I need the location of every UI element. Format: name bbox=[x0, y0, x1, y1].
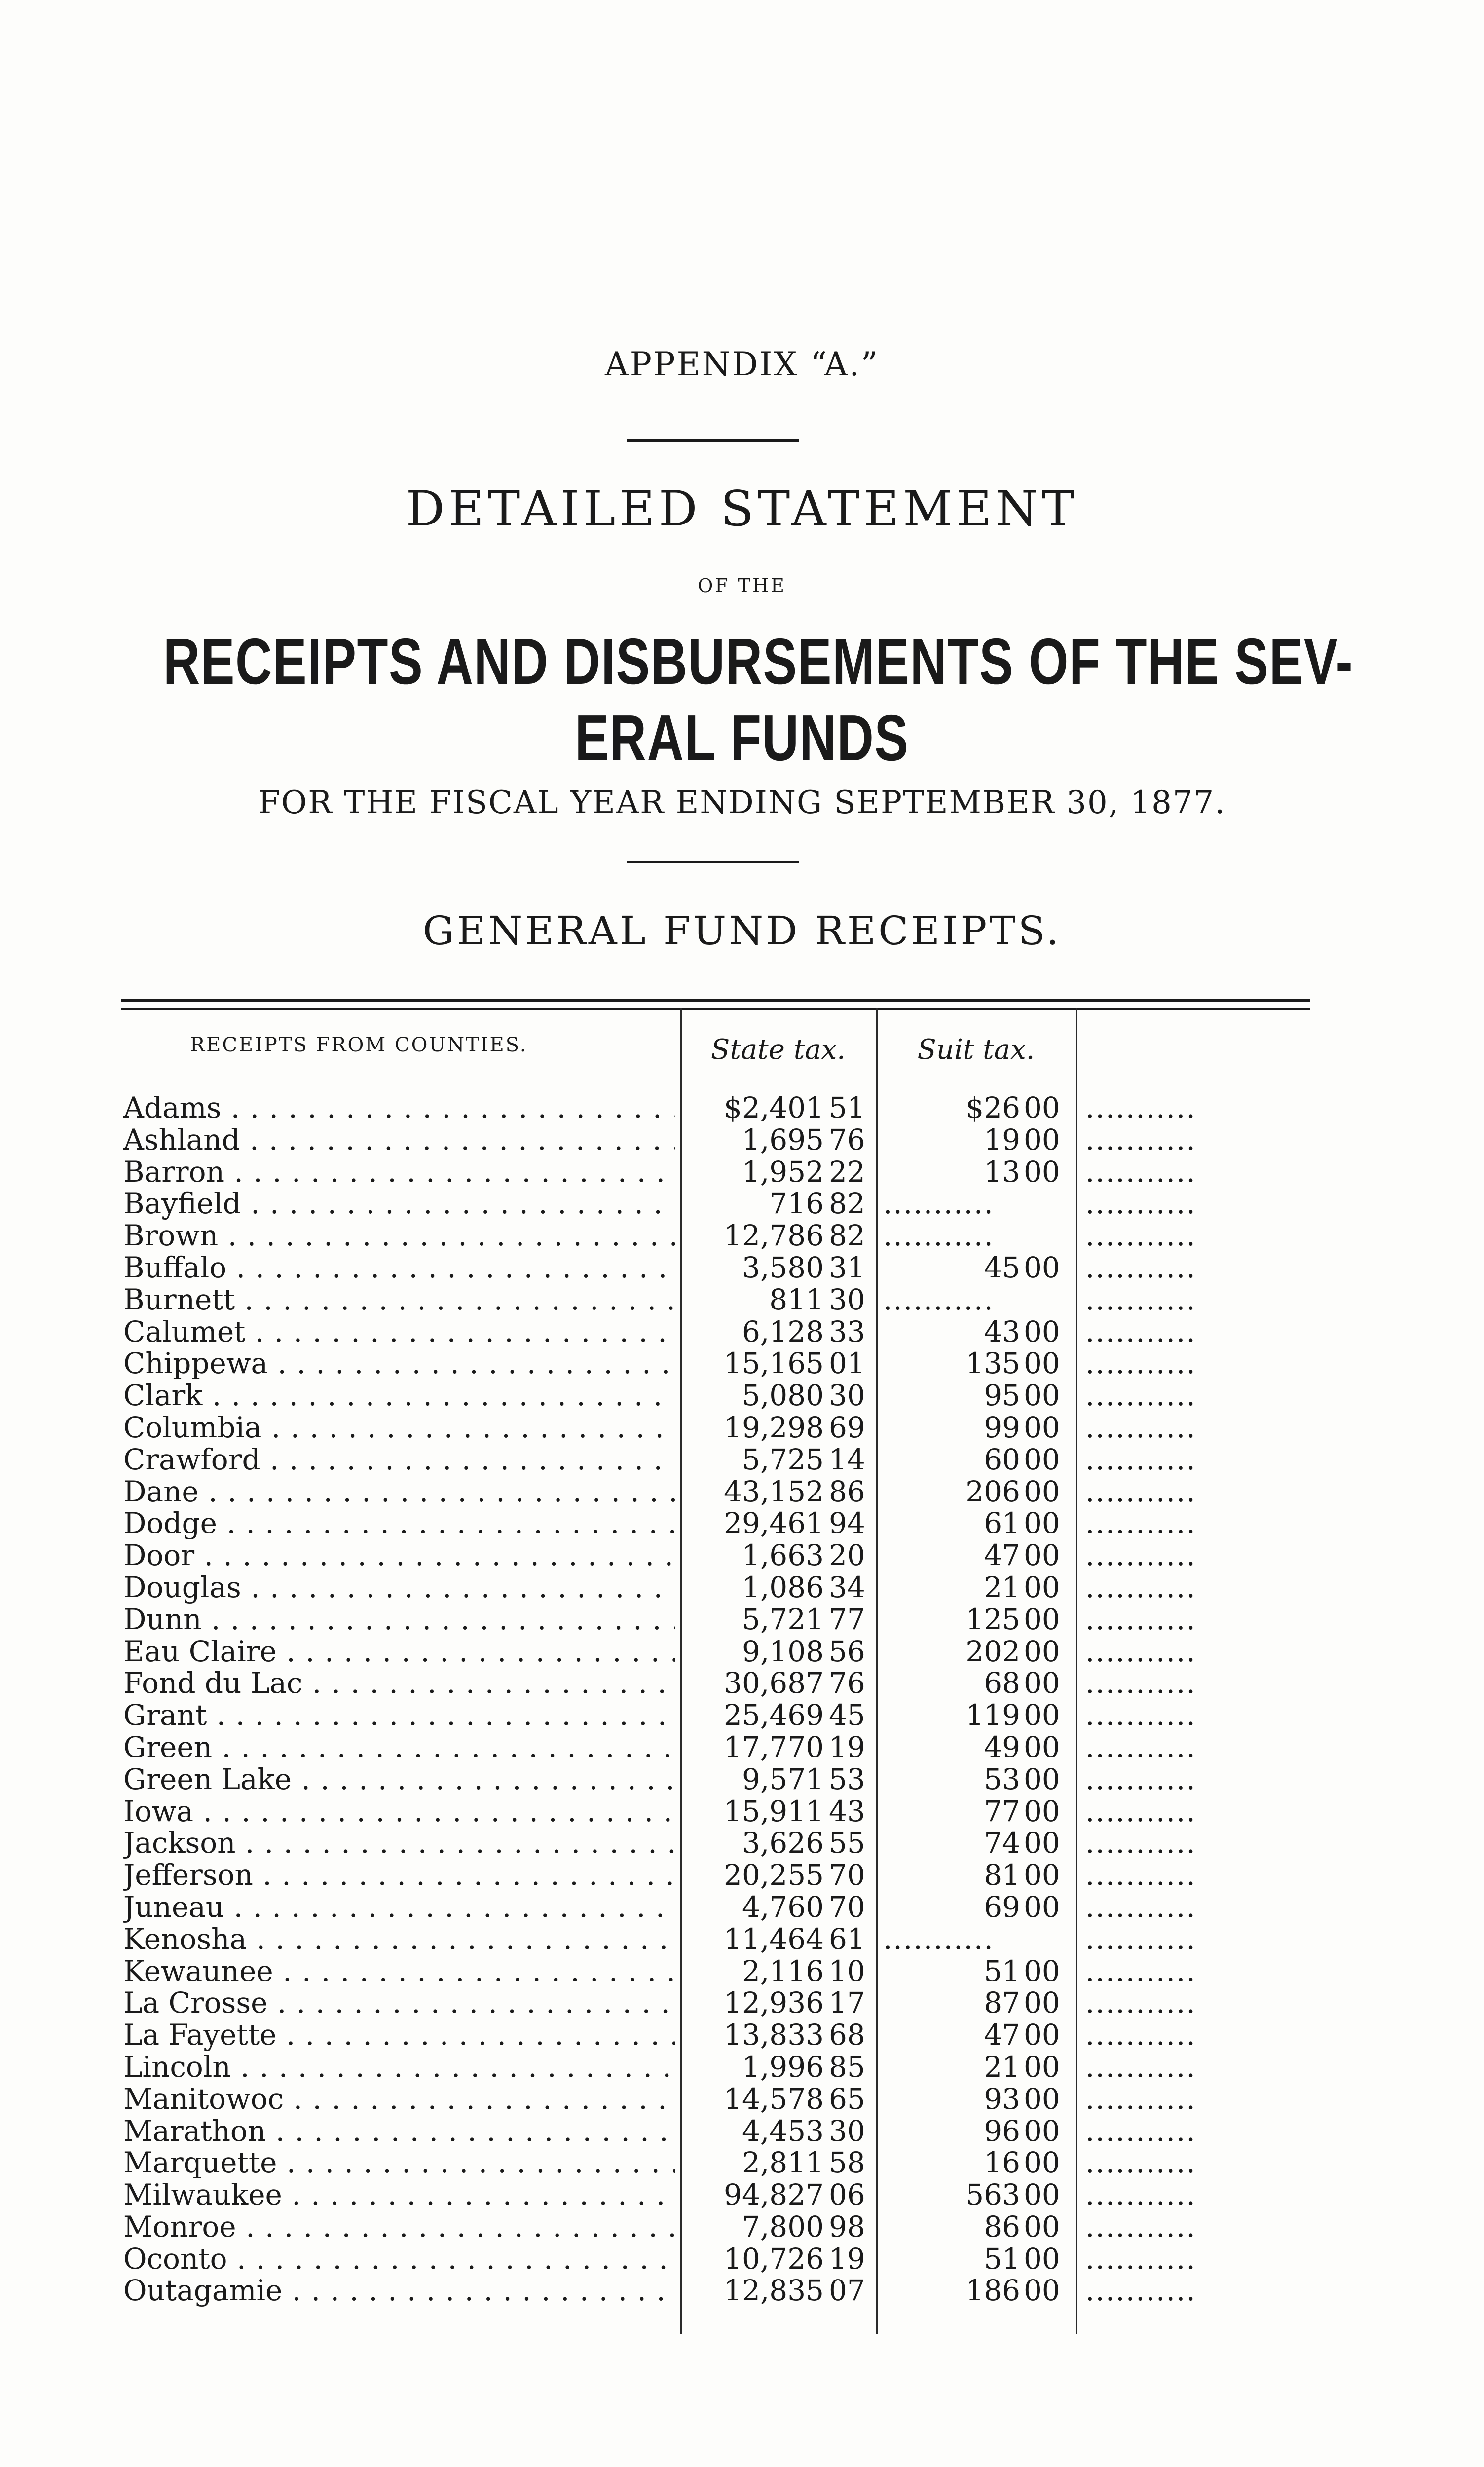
empty-column-dots: ........... bbox=[1085, 1667, 1196, 1700]
empty-column-dots: ........... bbox=[1085, 2243, 1196, 2275]
state-tax-cents: 01 bbox=[829, 1346, 865, 1381]
state-tax-cents: 20 bbox=[829, 1538, 865, 1572]
county-name: Juneau . . . bbox=[123, 1891, 675, 1923]
column-header-state-tax: State tax. bbox=[711, 1034, 846, 1066]
county-name: Iowa . . . bbox=[123, 1795, 675, 1828]
table-row bbox=[0, 1923, 1484, 1955]
county-name: Kewaunee . . . bbox=[123, 1955, 675, 1987]
empty-column-dots: ........... bbox=[1085, 1380, 1196, 1412]
empty-column-dots: ........... bbox=[1085, 2051, 1196, 2083]
suit-tax-cents: 00 bbox=[1024, 1379, 1060, 1413]
state-tax-dollars: 11,464 bbox=[724, 1922, 824, 1956]
suit-tax-cents: 00 bbox=[1024, 1794, 1060, 1828]
empty-column-dots: ........... bbox=[1085, 2210, 1196, 2243]
state-tax-dollars: 15,165 bbox=[724, 1346, 824, 1381]
table-row bbox=[0, 1891, 1484, 1923]
state-tax-dollars: 1,663 bbox=[742, 1538, 824, 1572]
empty-column-dots: ........... bbox=[1085, 1795, 1196, 1828]
column-header-suit-tax: Suit tax. bbox=[917, 1034, 1035, 1066]
state-tax-dollars: 12,786 bbox=[724, 1219, 824, 1253]
suit-tax-cents: 00 bbox=[1024, 2050, 1060, 2084]
state-tax-cents: 51 bbox=[829, 1091, 865, 1124]
table-row bbox=[0, 1859, 1484, 1891]
state-tax-cents: 69 bbox=[829, 1410, 865, 1444]
empty-column-dots: ........... bbox=[1085, 1827, 1196, 1860]
state-tax-cents: 45 bbox=[829, 1698, 865, 1732]
empty-column-dots: ........... bbox=[1085, 1603, 1196, 1636]
table-row bbox=[0, 1220, 1484, 1252]
suit-tax-cents: 00 bbox=[1024, 1954, 1060, 1988]
suit-tax-dollars: 68 bbox=[984, 1666, 1020, 1700]
state-tax-dollars: 3,626 bbox=[742, 1826, 824, 1860]
state-tax-dollars: 4,453 bbox=[742, 2114, 824, 2148]
table-row bbox=[0, 1571, 1484, 1604]
empty-column-dots: ........... bbox=[1085, 1347, 1196, 1380]
suit-tax-cents: 00 bbox=[1024, 1474, 1060, 1508]
document-subtitle-line-2: ERAL FUNDS bbox=[575, 702, 909, 774]
state-tax-dollars: 12,835 bbox=[724, 2274, 824, 2308]
empty-column-dots: ........... bbox=[1085, 2179, 1196, 2211]
suit-tax-dollars: 96 bbox=[984, 2114, 1020, 2148]
suit-tax-cents: 00 bbox=[1024, 1250, 1060, 1284]
document-title: DETAILED STATEMENT bbox=[406, 481, 1078, 537]
state-tax-dollars: 5,080 bbox=[742, 1379, 824, 1413]
table-row bbox=[0, 1539, 1484, 1571]
state-tax-dollars: 7,800 bbox=[742, 2209, 824, 2243]
table-row bbox=[0, 1124, 1484, 1156]
suit-tax-cents: 00 bbox=[1024, 1762, 1060, 1796]
empty-column-dots: ........... bbox=[1085, 1123, 1196, 1156]
suit-tax-dollars: 563 bbox=[965, 2178, 1020, 2212]
state-tax-dollars: 43,152 bbox=[724, 1474, 824, 1508]
empty-column-dots: ........... bbox=[1085, 1251, 1196, 1284]
county-name: Green Lake . . . bbox=[123, 1763, 675, 1795]
county-name: Kenosha . . . bbox=[123, 1923, 675, 1955]
table-row bbox=[0, 2147, 1484, 2179]
county-name: Oconto . . . bbox=[123, 2243, 675, 2275]
table-row bbox=[0, 1667, 1484, 1699]
empty-column-dots: ........... bbox=[1085, 1283, 1196, 1316]
empty-column-dots: ........... bbox=[1085, 1411, 1196, 1444]
suit-tax-dollars: 49 bbox=[984, 1730, 1020, 1764]
appendix-heading: APPENDIX “A.” bbox=[605, 345, 879, 383]
state-tax-dollars: 5,721 bbox=[742, 1602, 824, 1636]
suit-tax-dollars: 87 bbox=[984, 1986, 1020, 2020]
county-name: Manitowoc . . . bbox=[123, 2083, 675, 2115]
county-name: Marquette . . . bbox=[123, 2147, 675, 2179]
state-tax-dollars: 1,695 bbox=[742, 1122, 824, 1157]
suit-tax-cents: 00 bbox=[1024, 2242, 1060, 2276]
suit-tax-cents: 00 bbox=[1024, 1602, 1060, 1636]
state-tax-cents: 61 bbox=[829, 1922, 865, 1956]
empty-column-dots: ........... bbox=[1085, 1987, 1196, 2019]
suit-tax-cents: 00 bbox=[1024, 1442, 1060, 1476]
table-row bbox=[0, 2211, 1484, 2243]
county-name: Buffalo . . . bbox=[123, 1252, 675, 1284]
county-name: Chippewa . . . bbox=[123, 1347, 675, 1380]
empty-column-dots: ........... bbox=[1085, 2147, 1196, 2179]
state-tax-cents: 70 bbox=[829, 1858, 865, 1892]
state-tax-cents: 76 bbox=[829, 1666, 865, 1700]
county-name: Barron . . . bbox=[123, 1156, 675, 1188]
table-row bbox=[0, 1284, 1484, 1316]
suit-tax-cents: 00 bbox=[1024, 1122, 1060, 1157]
state-tax-cents: 56 bbox=[829, 1634, 865, 1668]
state-tax-dollars: 6,128 bbox=[742, 1314, 824, 1348]
state-tax-cents: 19 bbox=[829, 2242, 865, 2276]
county-name: Dunn . . . bbox=[123, 1604, 675, 1636]
suit-tax-blank: ........... bbox=[883, 1220, 994, 1252]
suit-tax-dollars: 21 bbox=[984, 1570, 1020, 1604]
empty-column-dots: ........... bbox=[1085, 1092, 1196, 1124]
divider-rule bbox=[627, 861, 799, 863]
state-tax-cents: 30 bbox=[829, 2114, 865, 2148]
county-name: Bayfield . . . bbox=[123, 1188, 675, 1220]
suit-tax-dollars: 61 bbox=[984, 1506, 1020, 1540]
table-row bbox=[0, 1699, 1484, 1731]
state-tax-dollars: 5,725 bbox=[742, 1442, 824, 1476]
county-name: Grant . . . bbox=[123, 1699, 675, 1731]
suit-tax-cents: 00 bbox=[1024, 1155, 1060, 1189]
state-tax-cents: 07 bbox=[829, 2274, 865, 2308]
suit-tax-cents: 00 bbox=[1024, 2274, 1060, 2308]
state-tax-cents: 94 bbox=[829, 1506, 865, 1540]
suit-tax-dollars: 74 bbox=[984, 1826, 1020, 1860]
table-row bbox=[0, 1188, 1484, 1220]
table-row bbox=[0, 1156, 1484, 1188]
state-tax-dollars: 9,108 bbox=[742, 1634, 824, 1668]
state-tax-cents: 06 bbox=[829, 2178, 865, 2212]
county-name: Clark . . . bbox=[123, 1380, 675, 1412]
state-tax-cents: 82 bbox=[829, 1219, 865, 1253]
fiscal-year-line: FOR THE FISCAL YEAR ENDING SEPTEMBER 30, 1877. bbox=[258, 785, 1226, 821]
empty-column-dots: ........... bbox=[1085, 1315, 1196, 1348]
suit-tax-cents: 00 bbox=[1024, 1538, 1060, 1572]
state-tax-dollars: 19,298 bbox=[724, 1410, 824, 1444]
state-tax-dollars: 1,086 bbox=[742, 1570, 824, 1604]
section-title: GENERAL FUND RECEIPTS. bbox=[422, 908, 1062, 954]
table-row bbox=[0, 2179, 1484, 2211]
suit-tax-cents: 00 bbox=[1024, 2178, 1060, 2212]
suit-tax-dollars: 51 bbox=[984, 1954, 1020, 1988]
table-row bbox=[0, 1380, 1484, 1412]
state-tax-cents: 31 bbox=[829, 1250, 865, 1284]
empty-column-dots: ........... bbox=[1085, 1188, 1196, 1220]
suit-tax-dollars: 135 bbox=[965, 1346, 1020, 1381]
suit-tax-dollars: 51 bbox=[984, 2242, 1020, 2276]
table-row bbox=[0, 2115, 1484, 2147]
suit-tax-cents: 00 bbox=[1024, 1986, 1060, 2020]
suit-tax-cents: 00 bbox=[1024, 2082, 1060, 2116]
empty-column-dots: ........... bbox=[1085, 1539, 1196, 1571]
table-row bbox=[0, 1604, 1484, 1636]
state-tax-cents: 85 bbox=[829, 2050, 865, 2084]
suit-tax-cents: 00 bbox=[1024, 1666, 1060, 1700]
state-tax-cents: 55 bbox=[829, 1826, 865, 1860]
state-tax-cents: 58 bbox=[829, 2146, 865, 2180]
suit-tax-dollars: 19 bbox=[984, 1122, 1020, 1157]
table-row bbox=[0, 1316, 1484, 1348]
suit-tax-dollars: 119 bbox=[965, 1698, 1020, 1732]
suit-tax-dollars: 60 bbox=[984, 1442, 1020, 1476]
state-tax-cents: 68 bbox=[829, 2018, 865, 2052]
county-name: Milwaukee . . . bbox=[123, 2179, 675, 2211]
suit-tax-dollars: 202 bbox=[965, 1634, 1020, 1668]
state-tax-cents: 70 bbox=[829, 1890, 865, 1924]
table-row bbox=[0, 1507, 1484, 1539]
county-name: Douglas . . . bbox=[123, 1571, 675, 1604]
county-name: Eau Claire . . . bbox=[123, 1636, 675, 1668]
suit-tax-dollars: 81 bbox=[984, 1858, 1020, 1892]
suit-tax-cents: 00 bbox=[1024, 2114, 1060, 2148]
table-row bbox=[0, 2019, 1484, 2051]
state-tax-dollars: 1,952 bbox=[742, 1155, 824, 1189]
table-row bbox=[0, 1795, 1484, 1828]
table-top-rule bbox=[121, 1008, 1310, 1010]
state-tax-cents: 34 bbox=[829, 1570, 865, 1604]
suit-tax-dollars: 86 bbox=[984, 2209, 1020, 2243]
empty-column-dots: ........... bbox=[1085, 2019, 1196, 2051]
table-row bbox=[0, 1476, 1484, 1508]
county-name: Crawford . . . bbox=[123, 1444, 675, 1476]
county-name: Columbia . . . bbox=[123, 1412, 675, 1444]
state-tax-cents: 76 bbox=[829, 1122, 865, 1157]
divider-rule bbox=[627, 439, 799, 442]
empty-column-dots: ........... bbox=[1085, 1571, 1196, 1604]
suit-tax-cents: 00 bbox=[1024, 1826, 1060, 1860]
state-tax-dollars: 4,760 bbox=[742, 1890, 824, 1924]
state-tax-cents: 19 bbox=[829, 1730, 865, 1764]
state-tax-cents: 14 bbox=[829, 1442, 865, 1476]
suit-tax-cents: 00 bbox=[1024, 1506, 1060, 1540]
suit-tax-cents: 00 bbox=[1024, 1410, 1060, 1444]
state-tax-dollars: 14,578 bbox=[724, 2082, 824, 2116]
county-name: Calumet . . . bbox=[123, 1316, 675, 1348]
state-tax-dollars: 25,469 bbox=[724, 1698, 824, 1732]
table-row bbox=[0, 1987, 1484, 2019]
county-name: Marathon . . . bbox=[123, 2115, 675, 2147]
county-name: Door . . . bbox=[123, 1539, 675, 1571]
empty-column-dots: ........... bbox=[1085, 1763, 1196, 1795]
column-header-county: RECEIPTS FROM COUNTIES. bbox=[190, 1034, 528, 1056]
state-tax-dollars: 13,833 bbox=[724, 2018, 824, 2052]
suit-tax-dollars: 69 bbox=[984, 1890, 1020, 1924]
state-tax-dollars: $2,401 bbox=[724, 1091, 824, 1124]
state-tax-cents: 10 bbox=[829, 1954, 865, 1988]
suit-tax-dollars: 186 bbox=[965, 2274, 1020, 2308]
suit-tax-cents: 00 bbox=[1024, 1698, 1060, 1732]
state-tax-dollars: 17,770 bbox=[724, 1730, 824, 1764]
title-connector: OF THE bbox=[698, 575, 786, 597]
suit-tax-blank: ........... bbox=[883, 1923, 994, 1955]
suit-tax-dollars: 125 bbox=[965, 1602, 1020, 1636]
state-tax-dollars: 1,996 bbox=[742, 2050, 824, 2084]
empty-column-dots: ........... bbox=[1085, 2083, 1196, 2115]
state-tax-cents: 30 bbox=[829, 1379, 865, 1413]
table-row bbox=[0, 2243, 1484, 2275]
table-row bbox=[0, 1252, 1484, 1284]
empty-column-dots: ........... bbox=[1085, 1731, 1196, 1763]
county-name: Jackson . . . bbox=[123, 1827, 675, 1859]
state-tax-dollars: 10,726 bbox=[724, 2242, 824, 2276]
county-name: Adams . . . bbox=[123, 1092, 675, 1124]
table-row bbox=[0, 1444, 1484, 1476]
suit-tax-dollars: 99 bbox=[984, 1410, 1020, 1444]
empty-column-dots: ........... bbox=[1085, 1635, 1196, 1668]
state-tax-cents: 17 bbox=[829, 1986, 865, 2020]
empty-column-dots: ........... bbox=[1085, 2115, 1196, 2147]
suit-tax-dollars: 53 bbox=[984, 1762, 1020, 1796]
suit-tax-cents: 00 bbox=[1024, 2018, 1060, 2052]
table-row bbox=[0, 1347, 1484, 1380]
suit-tax-cents: 00 bbox=[1024, 2146, 1060, 2180]
empty-column-dots: ........... bbox=[1085, 1475, 1196, 1508]
county-name: Lincoln . . . bbox=[123, 2051, 675, 2083]
empty-column-dots: ........... bbox=[1085, 1859, 1196, 1891]
state-tax-dollars: 20,255 bbox=[724, 1858, 824, 1892]
state-tax-dollars: 29,461 bbox=[724, 1506, 824, 1540]
county-name: Green . . . bbox=[123, 1731, 675, 1763]
empty-column-dots: ........... bbox=[1085, 1507, 1196, 1540]
county-name: La Crosse . . . bbox=[123, 1987, 675, 2019]
county-name: Brown . . . bbox=[123, 1220, 675, 1252]
suit-tax-dollars: 206 bbox=[965, 1474, 1020, 1508]
table-top-rule bbox=[121, 999, 1310, 1002]
county-name: Monroe . . . bbox=[123, 2211, 675, 2243]
state-tax-cents: 33 bbox=[829, 1314, 865, 1348]
suit-tax-cents: 00 bbox=[1024, 1570, 1060, 1604]
empty-column-dots: ........... bbox=[1085, 1443, 1196, 1476]
suit-tax-dollars: $26 bbox=[965, 1091, 1020, 1124]
state-tax-dollars: 94,827 bbox=[724, 2178, 824, 2212]
state-tax-dollars: 2,811 bbox=[742, 2146, 824, 2180]
table-row bbox=[0, 1731, 1484, 1763]
state-tax-cents: 22 bbox=[829, 1155, 865, 1189]
table-row bbox=[0, 1092, 1484, 1124]
suit-tax-dollars: 13 bbox=[984, 1155, 1020, 1189]
suit-tax-dollars: 95 bbox=[984, 1379, 1020, 1413]
empty-column-dots: ........... bbox=[1085, 1891, 1196, 1923]
table-row bbox=[0, 2083, 1484, 2115]
state-tax-cents: 86 bbox=[829, 1474, 865, 1508]
empty-column-dots: ........... bbox=[1085, 1220, 1196, 1252]
state-tax-dollars: 3,580 bbox=[742, 1250, 824, 1284]
state-tax-dollars: 716 bbox=[769, 1187, 824, 1221]
state-tax-dollars: 30,687 bbox=[724, 1666, 824, 1700]
state-tax-cents: 43 bbox=[829, 1794, 865, 1828]
suit-tax-dollars: 93 bbox=[984, 2082, 1020, 2116]
suit-tax-dollars: 77 bbox=[984, 1794, 1020, 1828]
county-name: Outagamie . . . bbox=[123, 2275, 675, 2307]
suit-tax-dollars: 47 bbox=[984, 1538, 1020, 1572]
county-name: Dane . . . bbox=[123, 1476, 675, 1508]
suit-tax-dollars: 47 bbox=[984, 2018, 1020, 2052]
suit-tax-cents: 00 bbox=[1024, 1634, 1060, 1668]
empty-column-dots: ........... bbox=[1085, 1955, 1196, 1987]
empty-column-dots: ........... bbox=[1085, 2275, 1196, 2307]
state-tax-dollars: 12,936 bbox=[724, 1986, 824, 2020]
empty-column-dots: ........... bbox=[1085, 1156, 1196, 1188]
suit-tax-cents: 00 bbox=[1024, 1314, 1060, 1348]
suit-tax-blank: ........... bbox=[883, 1188, 994, 1220]
table-row bbox=[0, 2051, 1484, 2083]
empty-column-dots: ........... bbox=[1085, 1923, 1196, 1955]
county-name: Fond du Lac . . . bbox=[123, 1667, 675, 1699]
county-name: Dodge . . . bbox=[123, 1507, 675, 1539]
suit-tax-dollars: 45 bbox=[984, 1250, 1020, 1284]
state-tax-dollars: 811 bbox=[769, 1282, 824, 1316]
state-tax-cents: 82 bbox=[829, 1187, 865, 1221]
county-name: Jefferson . . . bbox=[123, 1859, 675, 1891]
suit-tax-cents: 00 bbox=[1024, 1346, 1060, 1381]
suit-tax-cents: 00 bbox=[1024, 1091, 1060, 1124]
receipts-table-body bbox=[0, 1092, 1484, 2307]
state-tax-dollars: 15,911 bbox=[724, 1794, 824, 1828]
suit-tax-cents: 00 bbox=[1024, 2209, 1060, 2243]
table-row bbox=[0, 2275, 1484, 2307]
table-row bbox=[0, 1412, 1484, 1444]
table-row bbox=[0, 1636, 1484, 1668]
state-tax-dollars: 2,116 bbox=[742, 1954, 824, 1988]
county-name: La Fayette . . . bbox=[123, 2019, 675, 2051]
state-tax-dollars: 9,571 bbox=[742, 1762, 824, 1796]
suit-tax-dollars: 43 bbox=[984, 1314, 1020, 1348]
state-tax-cents: 98 bbox=[829, 2209, 865, 2243]
county-name: Ashland . . . bbox=[123, 1124, 675, 1156]
document-subtitle-line-1: RECEIPTS AND DISBURSEMENTS OF THE SEV- bbox=[163, 625, 1354, 698]
table-row bbox=[0, 1955, 1484, 1987]
suit-tax-dollars: 21 bbox=[984, 2050, 1020, 2084]
state-tax-cents: 53 bbox=[829, 1762, 865, 1796]
table-row bbox=[0, 1763, 1484, 1795]
state-tax-cents: 65 bbox=[829, 2082, 865, 2116]
empty-column-dots: ........... bbox=[1085, 1699, 1196, 1731]
suit-tax-dollars: 16 bbox=[984, 2146, 1020, 2180]
suit-tax-cents: 00 bbox=[1024, 1730, 1060, 1764]
county-name: Burnett . . . bbox=[123, 1284, 675, 1316]
state-tax-cents: 77 bbox=[829, 1602, 865, 1636]
state-tax-cents: 30 bbox=[829, 1282, 865, 1316]
suit-tax-blank: ........... bbox=[883, 1283, 994, 1316]
suit-tax-cents: 00 bbox=[1024, 1890, 1060, 1924]
suit-tax-cents: 00 bbox=[1024, 1858, 1060, 1892]
table-row bbox=[0, 1827, 1484, 1859]
